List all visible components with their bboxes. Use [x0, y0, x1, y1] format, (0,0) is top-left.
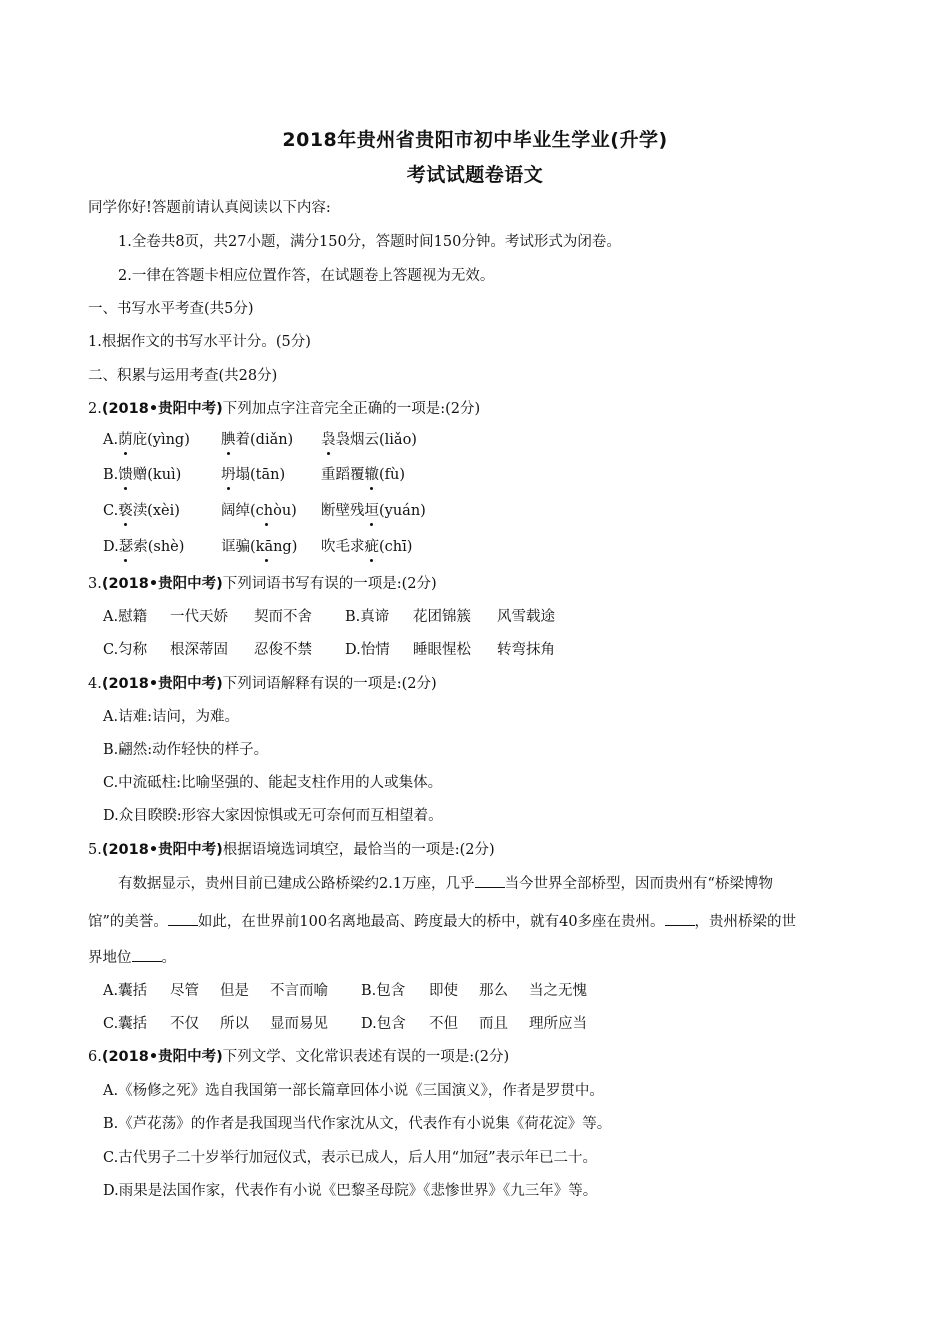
question-4-option-a: A.诘难:诘问，为难。 — [103, 709, 239, 725]
dotted-char: 坍 — [221, 467, 236, 483]
dotted-char: 绰(chòu) — [235, 503, 297, 519]
section-1-heading: 一、书写水平考查(共5分) — [88, 301, 254, 317]
option-word: 着(diǎn) — [235, 432, 294, 448]
option-d-word: 不但 — [429, 1016, 458, 1032]
question-text: 根据语境选词填空，最恰当的一项是:(2分) — [222, 842, 495, 858]
question-3-options-row-2 — [103, 640, 803, 660]
dotted-char: 馈 — [118, 467, 133, 483]
option-b-word: 花团锦簇 — [413, 609, 471, 625]
dotted-char: 垣 — [364, 503, 379, 519]
option-d-word: 而且 — [479, 1016, 508, 1032]
passage-text: 馆”的美誉。 — [88, 914, 168, 930]
option-word: 吹毛求 — [321, 539, 365, 555]
question-4-option-d: D.众目睽睽:形容大家因惊惧或无可奈何而互相望着。 — [103, 808, 443, 824]
question-4-option-c: C.中流砥柱:比喻坚强的、能起支柱作用的人或集体。 — [103, 775, 443, 791]
question-6-stem — [88, 1047, 509, 1067]
option-b: B.包含 — [361, 983, 406, 999]
option-a: A.慰籍 — [103, 609, 148, 625]
question-5-options-row-2 — [103, 1014, 803, 1034]
option-word: 断壁残 — [321, 503, 365, 519]
question-number: 4. — [88, 676, 102, 692]
option-c-word: 所以 — [220, 1016, 249, 1032]
option-label: C. — [103, 503, 119, 519]
option-b-word: 即使 — [429, 983, 458, 999]
passage-text: 如此，在世界前100名离地最高、跨度最大的桥中，就有40多座在贵州。 — [197, 914, 665, 930]
option-label: D. — [103, 539, 119, 555]
option-pinyin: (yuán) — [379, 503, 426, 519]
intro-rule-1: 1.全卷共8页，共27小题，满分150分，答题时间150分钟。考试形式为闭卷。 — [118, 234, 621, 250]
question-6-option-c: C.古代男子二十岁举行加冠仪式，表示已成人，后人用“加冠”表示年已二十。 — [103, 1150, 598, 1166]
option-d-word: 睡眼惺松 — [413, 642, 471, 658]
option-c-word: 显而易见 — [270, 1016, 328, 1032]
option-a: A.囊括 — [103, 983, 148, 999]
dotted-char: 袅 — [321, 432, 336, 448]
option-d: D.怡情 — [345, 642, 390, 658]
option-d-word: 转弯抹角 — [497, 642, 555, 658]
option-c-word: 根深蒂固 — [170, 642, 228, 658]
option-word: 袅烟云(liǎo) — [335, 432, 417, 448]
option-word: 阔 — [221, 503, 236, 519]
question-5-passage-line-2 — [88, 911, 796, 932]
question-6-option-b: B.《芦花荡》的作者是我国现当代作家沈从文，代表作有小说集《荷花淀》等。 — [103, 1116, 612, 1132]
section-2-heading: 二、积累与运用考查(共28分) — [88, 368, 278, 384]
question-2-option-a — [103, 430, 417, 450]
question-number: 3. — [88, 576, 102, 592]
dotted-char: 辙 — [364, 467, 379, 483]
fill-blank — [132, 947, 162, 962]
question-text: 下列词语书写有误的一项是:(2分) — [222, 576, 437, 592]
option-b: B.真谛 — [345, 609, 390, 625]
question-number: 6. — [88, 1049, 102, 1065]
fill-blank — [475, 873, 505, 888]
option-pinyin: (chī) — [379, 539, 413, 555]
option-d-word: 理所应当 — [529, 1016, 587, 1032]
source-tag: (2018•贵阳中考) — [101, 842, 223, 858]
question-6-option-a: A.《杨修之死》选自我国第一部长篇章回体小说《三国演义》，作者是罗贯中。 — [103, 1083, 604, 1099]
option-a-word: 一代天娇 — [170, 609, 228, 625]
question-5-options-row-1 — [103, 981, 803, 1001]
option-a-word: 但是 — [220, 983, 249, 999]
question-text: 下列词语解释有误的一项是:(2分) — [222, 676, 437, 692]
option-d: D.包含 — [361, 1016, 406, 1032]
question-2-stem — [88, 399, 480, 419]
passage-text: 当今世界全部桥型，因而贵州有“桥梁博物 — [504, 876, 773, 892]
question-3-options-row-1 — [103, 607, 803, 627]
question-4-stem — [88, 674, 437, 694]
option-b-word: 那么 — [479, 983, 508, 999]
passage-text: 界地位 — [88, 950, 132, 966]
question-number: 5. — [88, 842, 102, 858]
source-tag: (2018•贵阳中考) — [101, 576, 223, 592]
option-pinyin: (fù) — [379, 467, 406, 483]
question-5-stem — [88, 840, 495, 860]
source-tag: (2018•贵阳中考) — [101, 401, 223, 417]
dotted-char: 荫 — [118, 432, 133, 448]
exam-title-line2: 考试试题卷语文 — [406, 164, 544, 186]
passage-text: 。 — [161, 950, 176, 966]
option-b-word: 风雪载途 — [497, 609, 555, 625]
question-5-passage-line-1 — [118, 873, 773, 894]
question-4-option-b: B.翩然:动作轻快的样子。 — [103, 742, 269, 758]
option-a-word: 不言而喻 — [270, 983, 328, 999]
source-tag: (2018•贵阳中考) — [101, 1049, 223, 1065]
source-tag: (2018•贵阳中考) — [101, 676, 223, 692]
option-c: C.匀称 — [103, 642, 148, 658]
intro-rule-2: 2.一律在答题卡相应位置作答，在试题卷上答题视为无效。 — [118, 268, 495, 284]
option-word: 重蹈覆 — [321, 467, 365, 483]
question-text: 下列加点字注音完全正确的一项是:(2分) — [222, 401, 481, 417]
question-1: 1.根据作文的书写水平计分。(5分) — [88, 334, 311, 350]
option-word: 诓 — [221, 539, 236, 555]
option-c-word: 忍俊不禁 — [254, 642, 312, 658]
question-3-stem — [88, 574, 437, 594]
option-c: C.囊括 — [103, 1016, 148, 1032]
dotted-char: 亵 — [118, 503, 133, 519]
question-2-option-c — [103, 501, 426, 521]
option-label: B. — [103, 467, 119, 483]
option-a-word: 尽管 — [170, 983, 199, 999]
dotted-char: 骗(kāng) — [235, 539, 298, 555]
question-2-option-d — [103, 537, 413, 557]
option-word: 渎(xèi) — [132, 503, 180, 519]
passage-text: ，贵州桥梁的世 — [694, 914, 797, 930]
dotted-char: 腆 — [221, 432, 236, 448]
option-word: 塌(tān) — [235, 467, 286, 483]
option-word: 庇(yìng) — [132, 432, 190, 448]
exam-title-line1: 2018年贵州省贵阳市初中毕业生学业(升学) — [282, 129, 668, 151]
option-word: 赠(kuì) — [132, 467, 182, 483]
dotted-char: 瑟 — [118, 539, 134, 555]
dotted-char: 疵 — [364, 539, 379, 555]
option-label: A. — [103, 432, 119, 448]
question-6-option-d: D.雨果是法国作家，代表作有小说《巴黎圣母院》《悲惨世界》《九三年》等。 — [103, 1183, 598, 1199]
option-word: 索(shè) — [133, 539, 185, 555]
intro-greeting: 同学你好!答题前请认真阅读以下内容: — [88, 200, 331, 216]
question-number: 2. — [88, 401, 102, 417]
passage-text: 有数据显示，贵州目前已建成公路桥梁约2.1万座，几乎 — [118, 876, 475, 892]
option-a-word: 契而不舍 — [254, 609, 312, 625]
option-c-word: 不仅 — [170, 1016, 199, 1032]
question-2-option-b — [103, 465, 406, 485]
fill-blank — [168, 911, 198, 926]
fill-blank — [665, 911, 695, 926]
question-text: 下列文学、文化常识表述有误的一项是:(2分) — [222, 1049, 510, 1065]
question-5-passage-line-3 — [88, 947, 176, 968]
option-b-word: 当之无愧 — [529, 983, 587, 999]
